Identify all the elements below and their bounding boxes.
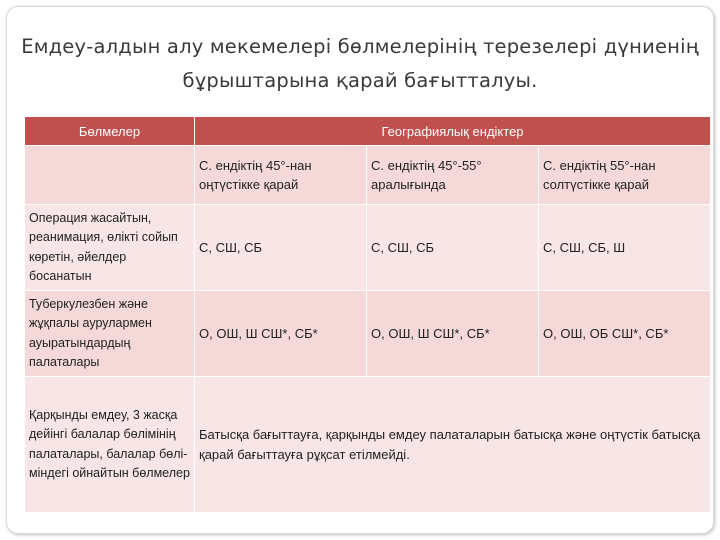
table-cell: О, ОШ, Ш СШ*, СБ* (195, 291, 367, 377)
slide-title: Емдеу-алдын алу мекемелері бөлмелерінің терезелері дүниенің бұрыштарына қарай бағытталуы. (21, 35, 699, 92)
orientation-table (24, 116, 711, 513)
table-cell: О, ОШ, ОБ СШ*, СБ* (539, 291, 711, 377)
table-row (25, 377, 711, 513)
table-cell: О, ОШ, Ш СШ*, СБ* (367, 291, 539, 377)
table-note-cell: Батысқа бағыттауға, қарқынды емдеу палаталарын батысқа және оңтүстік батысқа қарай бағыттауға рұқсат етілмейді. (195, 377, 711, 513)
table-subheader-row (25, 146, 711, 205)
table-row (25, 291, 711, 377)
row-name: Қарқынды емдеу, 3 жасқа дейінгі балалар бөлімінің палаталары, балалар бөлі-міндегі ойнайтын бөлмелер (25, 377, 195, 513)
table-header-row (25, 117, 711, 146)
table-cell: С, СШ, СБ (195, 205, 367, 291)
subheader-north-of-55: С. ендіктің 55°-нан солтүстікке қарай (539, 146, 711, 205)
row-name: Туберкулезбен және жұқпалы аурулармен ауыратындардың палаталары (25, 291, 195, 377)
subheader-south-of-45: С. ендіктің 45°-нан оңтүстікке қарай (195, 146, 367, 205)
table-cell: С, СШ, СБ (367, 205, 539, 291)
table-row (25, 205, 711, 291)
table-cell: С, СШ, СБ, Ш (539, 205, 711, 291)
header-geo: Географиялық ендіктер (195, 117, 711, 146)
row-name: Операция жасайтын, реанимация, өлікті сойып көретін, әйелдер босанатын (25, 205, 195, 291)
subheader-empty (25, 146, 195, 205)
subheader-45-55: С. ендіктің 45°-55° аралығында (367, 146, 539, 205)
header-rooms: Бөлмелер (25, 117, 195, 146)
